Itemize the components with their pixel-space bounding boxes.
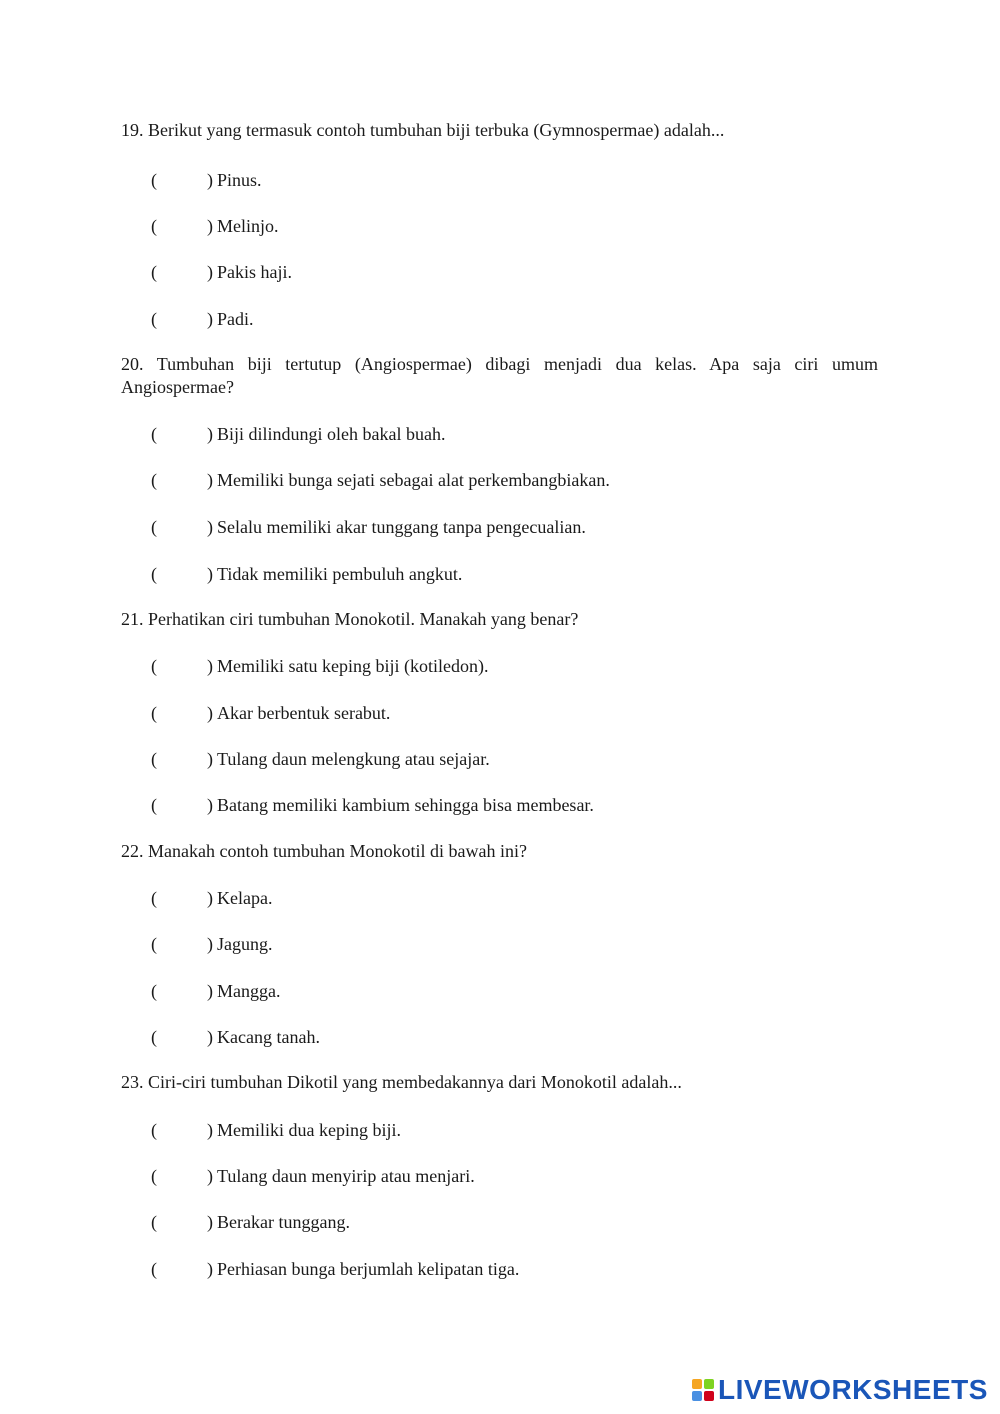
paren-close: ): [207, 1259, 213, 1279]
option-23-a: [151, 1118, 401, 1142]
paren-close: ): [207, 424, 213, 444]
paren-open: (: [151, 934, 157, 954]
question-20: 20. Tumbuhan biji tertutup (Angiospermae) dibagi menjadi dua kelas. Apa saja ciri umum Angiospermae?: [121, 354, 878, 397]
option-text: Pinus.: [217, 170, 262, 190]
answer-blank[interactable]: [157, 263, 207, 285]
answer-blank[interactable]: [157, 471, 207, 493]
paren-open: (: [151, 795, 157, 815]
option-23-b: [151, 1164, 475, 1188]
paren-close: ): [207, 470, 213, 490]
paren-open: (: [151, 470, 157, 490]
paren-open: (: [151, 749, 157, 769]
option-text: Kelapa.: [217, 888, 273, 908]
option-19-b: [151, 214, 279, 238]
logo-square: [692, 1379, 702, 1389]
option-text: Tidak memiliki pembuluh angkut.: [217, 564, 463, 584]
question-22: 22. Manakah contoh tumbuhan Monokotil di bawah ini?: [121, 841, 527, 861]
option-19-d: [151, 307, 254, 331]
option-text: Memiliki satu keping biji (kotiledon).: [217, 656, 489, 676]
question-21: 21. Perhatikan ciri tumbuhan Monokotil. Manakah yang benar?: [121, 609, 579, 629]
option-22-d: [151, 1025, 320, 1049]
answer-blank[interactable]: [157, 1260, 207, 1282]
option-23-d: [151, 1257, 519, 1281]
answer-blank[interactable]: [157, 704, 207, 726]
option-22-b: [151, 932, 273, 956]
paren-open: (: [151, 170, 157, 190]
option-19-c: [151, 260, 292, 284]
option-21-d: [151, 793, 594, 817]
option-text: Akar berbentuk serabut.: [217, 703, 391, 723]
logo-text: LIVEWORKSHEETS: [718, 1374, 988, 1405]
paren-open: (: [151, 424, 157, 444]
option-text: Batang memiliki kambium sehingga bisa membesar.: [217, 795, 594, 815]
paren-open: (: [151, 1259, 157, 1279]
logo-square: [692, 1391, 702, 1401]
paren-close: ): [207, 309, 213, 329]
option-20-a: [151, 422, 445, 446]
answer-blank[interactable]: [157, 796, 207, 818]
option-20-b: [151, 468, 610, 492]
paren-open: (: [151, 517, 157, 537]
logo-square: [704, 1379, 714, 1389]
option-text: Perhiasan bunga berjumlah kelipatan tiga.: [217, 1259, 520, 1279]
option-19-a: [151, 168, 262, 192]
paren-close: ): [207, 216, 213, 236]
paren-close: ): [207, 981, 213, 1001]
answer-blank[interactable]: [157, 1213, 207, 1235]
option-text: Tulang daun menyirip atau menjari.: [217, 1166, 475, 1186]
paren-close: ): [207, 170, 213, 190]
paren-close: ): [207, 1212, 213, 1232]
paren-open: (: [151, 703, 157, 723]
option-text: Padi.: [217, 309, 254, 329]
paren-close: ): [207, 795, 213, 815]
option-21-a: [151, 654, 488, 678]
option-20-d: [151, 562, 462, 586]
paren-open: (: [151, 309, 157, 329]
answer-blank[interactable]: [157, 565, 207, 587]
liveworksheets-logo: [692, 1376, 988, 1404]
question-23: 23. Ciri-ciri tumbuhan Dikotil yang membedakannya dari Monokotil adalah...: [121, 1072, 682, 1092]
paren-close: ): [207, 262, 213, 282]
paren-close: ): [207, 1120, 213, 1140]
paren-open: (: [151, 262, 157, 282]
option-22-a: [151, 886, 272, 910]
answer-blank[interactable]: [157, 750, 207, 772]
paren-close: ): [207, 1027, 213, 1047]
option-21-b: [151, 701, 390, 725]
option-text: Tulang daun melengkung atau sejajar.: [217, 749, 490, 769]
paren-open: (: [151, 564, 157, 584]
answer-blank[interactable]: [157, 982, 207, 1004]
option-20-c: [151, 515, 586, 539]
liveworksheets-logo-icon: [692, 1379, 714, 1401]
option-23-c: [151, 1210, 350, 1234]
option-text: Mangga.: [217, 981, 281, 1001]
option-text: Pakis haji.: [217, 262, 292, 282]
paren-close: ): [207, 934, 213, 954]
answer-blank[interactable]: [157, 657, 207, 679]
paren-open: (: [151, 216, 157, 236]
paren-close: ): [207, 888, 213, 908]
paren-open: (: [151, 1120, 157, 1140]
option-text: Selalu memiliki akar tunggang tanpa pengecualian.: [217, 517, 586, 537]
option-text: Kacang tanah.: [217, 1027, 320, 1047]
paren-close: ): [207, 564, 213, 584]
option-text: Memiliki dua keping biji.: [217, 1120, 401, 1140]
paren-open: (: [151, 1166, 157, 1186]
answer-blank[interactable]: [157, 310, 207, 332]
answer-blank[interactable]: [157, 217, 207, 239]
paren-close: ): [207, 703, 213, 723]
paren-open: (: [151, 981, 157, 1001]
question-19: 19. Berikut yang termasuk contoh tumbuhan biji terbuka (Gymnospermae) adalah...: [121, 120, 725, 140]
paren-open: (: [151, 888, 157, 908]
option-text: Berakar tunggang.: [217, 1212, 350, 1232]
logo-square: [704, 1391, 714, 1401]
paren-close: ): [207, 517, 213, 537]
answer-blank[interactable]: [157, 1121, 207, 1143]
answer-blank[interactable]: [157, 171, 207, 193]
option-text: Memiliki bunga sejati sebagai alat perkembangbiakan.: [217, 470, 610, 490]
paren-open: (: [151, 656, 157, 676]
answer-blank[interactable]: [157, 889, 207, 911]
option-text: Melinjo.: [217, 216, 279, 236]
option-22-c: [151, 979, 280, 1003]
paren-open: (: [151, 1212, 157, 1232]
paren-close: ): [207, 656, 213, 676]
answer-blank[interactable]: [157, 1167, 207, 1189]
answer-blank[interactable]: [157, 1028, 207, 1050]
option-text: Jagung.: [217, 934, 273, 954]
answer-blank[interactable]: [157, 425, 207, 447]
answer-blank[interactable]: [157, 935, 207, 957]
answer-blank[interactable]: [157, 518, 207, 540]
option-text: Biji dilindungi oleh bakal buah.: [217, 424, 446, 444]
paren-close: ): [207, 749, 213, 769]
paren-close: ): [207, 1166, 213, 1186]
paren-open: (: [151, 1027, 157, 1047]
option-21-c: [151, 747, 490, 771]
